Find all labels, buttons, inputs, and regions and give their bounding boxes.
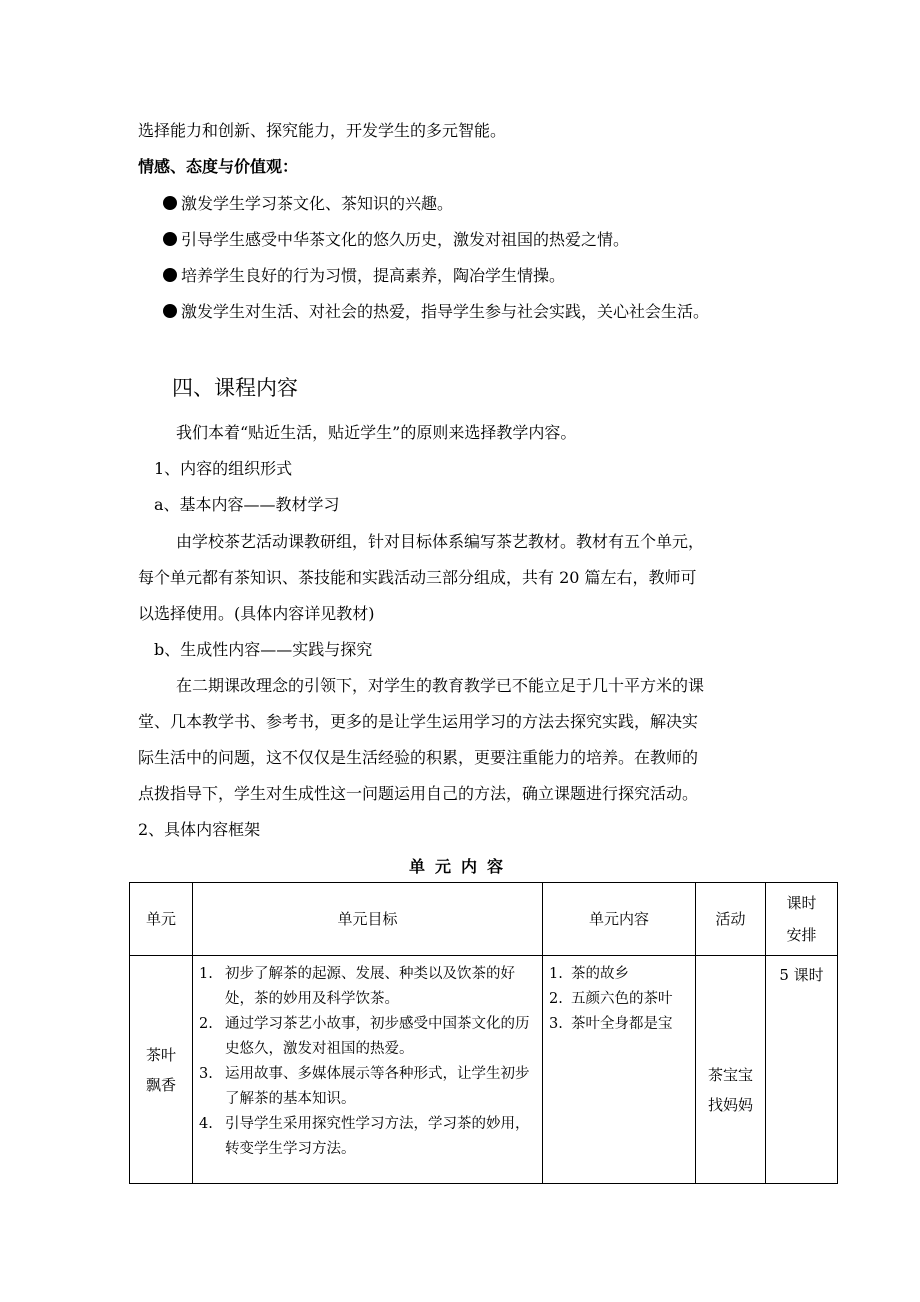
goal-item: 4. 引导学生采用探究性学习方法，学习茶的妙用，转变学生学习方法。 (199, 1116, 530, 1157)
content-item: 1. 茶的故乡 (549, 966, 629, 982)
header-goals: 单元目标 (193, 883, 543, 956)
value-bullet: 培养学生良好的行为习惯，提高素养，陶冶学生情操。 (163, 265, 565, 287)
item-a: a、基本内容——教材学习 (154, 495, 340, 514)
item-2: 2、具体内容框架 (138, 820, 261, 839)
table-header-row (130, 883, 838, 956)
para-b-line: 堂、几本教学书、参考书，更多的是让学生运用学习的方法去探究实践，解决实 (138, 712, 699, 731)
para-b-line: 际生活中的问题，这不仅仅是生活经验的积累，更要注重能力的培养。在教师的 (138, 748, 699, 767)
para-b-line: 点拨指导下，学生对生成性这一问题运用自己的方法，确立课题进行探究活动。 (138, 784, 699, 803)
section-heading: 四、课程内容 (172, 376, 298, 400)
item-1: 1、内容的组织形式 (154, 459, 293, 478)
intro-line: 选择能力和创新、探究能力，开发学生的多元智能。 (138, 121, 507, 140)
value-bullet: 引导学生感受中华茶文化的悠久历史，激发对祖国的热爱之情。 (163, 229, 629, 251)
value-bullet: 激发学生学习茶文化、茶知识的兴趣。 (163, 193, 453, 215)
bullet-dot-icon (163, 232, 177, 246)
goal-item: 1. 初步了解茶的起源、发展、种类以及饮茶的好处，茶的妙用及科学饮茶。 (199, 966, 515, 1007)
principle-text: 我们本着“贴近生活，贴近学生”的原则来选择教学内容。 (176, 423, 577, 442)
value-bullet: 激发学生对生活、对社会的热爱，指导学生参与社会实践，关心社会生活。 (163, 301, 709, 323)
header-activity: 活动 (696, 883, 766, 956)
hours-cell: 5 课时 (766, 956, 838, 1184)
para-b-line: 在二期课改理念的引领下，对学生的教育教学已不能立足于几十平方米的课 (176, 676, 705, 695)
goal-item: 2. 通过学习茶艺小故事，初步感受中国茶文化的历史悠久，激发对祖国的热爱。 (199, 1016, 530, 1057)
table-row (130, 956, 838, 1184)
para-a-line: 以选择使用。(具体内容详见教材) (138, 604, 375, 623)
header-hours: 课时 安排 (766, 883, 838, 956)
values-heading: 情感、态度与价值观： (138, 157, 299, 176)
unit-table (129, 882, 838, 1184)
header-unit: 单元 (130, 883, 193, 956)
activity-cell: 茶宝宝 找妈妈 (696, 956, 766, 1184)
content-item: 2. 五颜六色的茶叶 (549, 991, 673, 1007)
table-caption: 单元内容 (409, 857, 514, 876)
unit-goals-cell (193, 956, 543, 1184)
unit-contents-cell (543, 956, 696, 1184)
item-b: b、生成性内容——实践与探究 (154, 640, 373, 659)
para-a-line: 由学校茶艺活动课教研组，针对目标体系编写茶艺教材。教材有五个单元， (176, 532, 705, 551)
content-item: 3. 茶叶全身都是宝 (549, 1016, 673, 1032)
goal-item: 3. 运用故事、多媒体展示等各种形式，让学生初步了解茶的基本知识。 (199, 1066, 530, 1107)
bullet-dot-icon (163, 196, 177, 210)
header-contents: 单元内容 (543, 883, 696, 956)
para-a-line: 每个单元都有茶知识、茶技能和实践活动三部分组成，共有 20 篇左右，教师可 (138, 568, 697, 587)
bullet-dot-icon (163, 304, 177, 318)
bullet-dot-icon (163, 268, 177, 282)
unit-name-cell: 茶叶 飘香 (130, 956, 193, 1184)
